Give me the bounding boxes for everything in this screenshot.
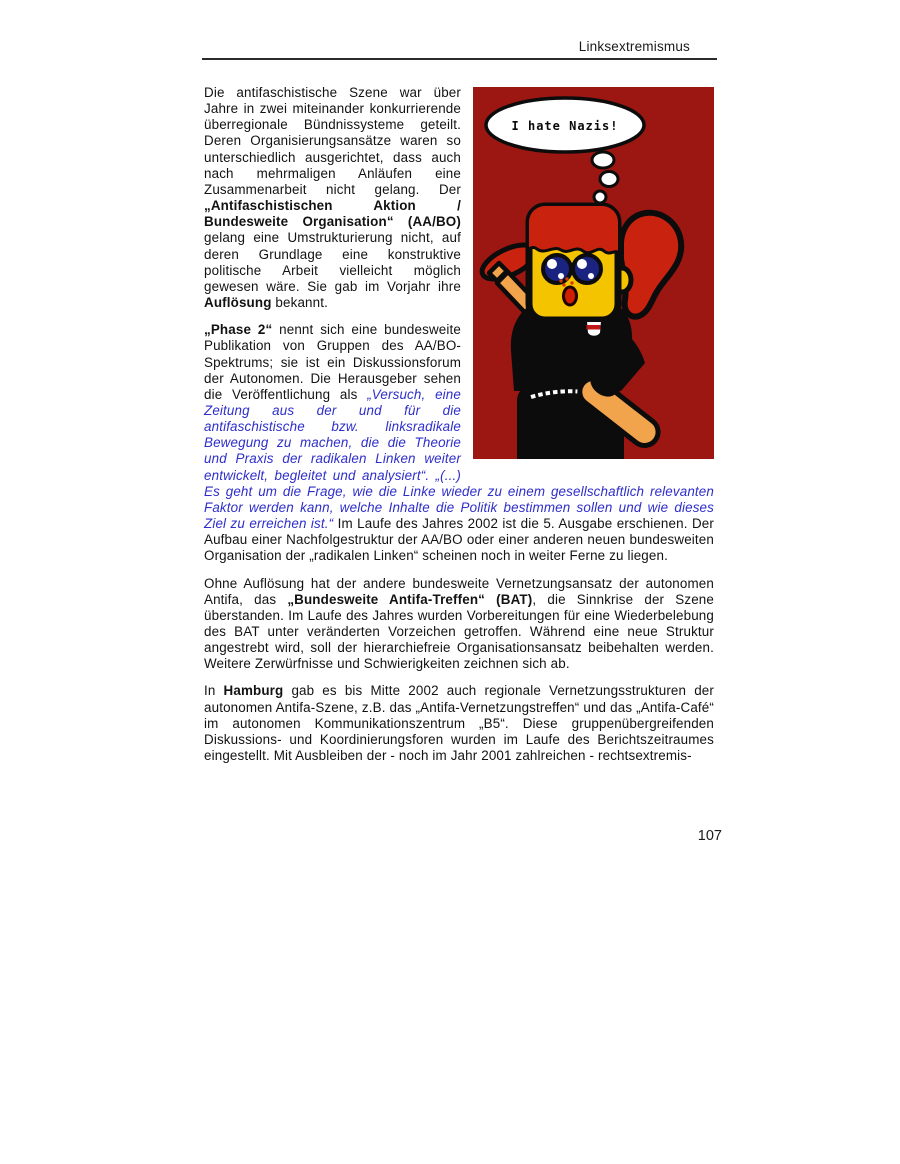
text-run: , die Sinnkrise der Szene überstanden. Im Laufe des Jahres wurden Vorbereitungen für eine Wiederbelebung des BAT unter veränderten Vorzeichen getroffen. Während eine neue Struktur angestrebt wird, soll der hierarchiefreie Organisationsansatz beibehalten werden. Weitere Zerwürfnisse und Schwierigkeiten zeichnen sich ab. bbox=[204, 591, 714, 672]
emphasized-text: „Antifaschistischen Aktion / Bundesweite Organisation“ (AA/BO) bbox=[204, 198, 461, 230]
quoted-text: „Versuch, eine Zeitung aus der und für die antifaschistische bzw. linksradikale Bewegung zu machen, die die Theorie und Praxis der radikalen Linken weiter entwickelt, begleitet und analysiert“. „(...) Es geht um die Frage, wie die Linke wieder zu einem gesellschaftlich relevanten Faktor werden kann, welche Inhalte die Politik bestimmen sollen und wie dieses Ziel zu erreichen ist.“ bbox=[204, 386, 714, 532]
text-run: Ohne Auflösung hat der andere bundesweite Vernetzungsansatz der autonomen Antifa, das bbox=[204, 575, 714, 607]
text-run: bekannt. bbox=[271, 295, 328, 311]
header-rule bbox=[202, 58, 717, 60]
body-text bbox=[204, 85, 714, 775]
emphasized-text: Hamburg bbox=[223, 683, 284, 699]
text-run: gelang eine Umstrukturierung nicht, auf deren Grundlage eine konstruktive politische Arbeit vielleicht möglich gewesen wäre. Sie gab im Vorjahr ihre bbox=[204, 230, 461, 294]
text-run: In bbox=[204, 683, 224, 699]
paragraph bbox=[204, 683, 714, 764]
mouth bbox=[564, 287, 577, 305]
running-header: Linksextremismus bbox=[578, 39, 690, 54]
antifa-cartoon-figure bbox=[473, 87, 714, 459]
chest-badge bbox=[586, 321, 602, 337]
text-run: Im Laufe des Jahres 2002 ist die 5. Ausgabe erschienen. Der Aufbau einer Nachfolgestruktur der AA/BO oder einer anderen neuen bundesweiten Organisation der „radikalen Linken“ scheinen noch in weiter Ferne zu liegen. bbox=[204, 516, 714, 564]
emphasized-text: Auflösung bbox=[204, 295, 272, 311]
paragraph bbox=[204, 576, 714, 673]
text-run: nennt sich eine bundesweite Publikation von Gruppen des AA/BO-Spektrums; sie ist ein Diskussionsforum der Autonomen. Die Herausgeber sehen die Veröffentlichung als bbox=[204, 322, 461, 402]
text-run: Die antifaschistische Szene war über Jahre in zwei miteinander konkurrierende überregionale Bündnissysteme geteilt. Deren Organisierungsansätze waren so unterschiedlich ausgerichtet, dass auch nach mehrmaligen Anläufen eine Zusammenarbeit nicht gelang. Der bbox=[204, 85, 461, 197]
cartoon-illustration bbox=[473, 87, 714, 459]
emphasized-text: „Bundesweite Antifa-Treffen“ (BAT) bbox=[287, 591, 533, 607]
hair bbox=[525, 201, 622, 255]
page-number: 107 bbox=[697, 828, 722, 844]
text-run: gab es bis Mitte 2002 auch regionale Vernetzungsstrukturen der autonomen Antifa-Szene, z.B. das „Antifa-Vernetzungstreffen“ und das „Antifa-Café“ im autonomen Kommunikationszentrum „B5“. Diese gruppenübergreifenden Diskussions- und Koordinierungsforen wurden im Laufe des Berichtszeitraumes eingestellt. Mit Ausbleiben der - noch im Jahr 2001 zahlreichen - rechtsextremis- bbox=[204, 683, 714, 764]
emphasized-text: „Phase 2“ bbox=[204, 322, 273, 338]
bubble-text: I hate Nazis! bbox=[511, 119, 619, 133]
